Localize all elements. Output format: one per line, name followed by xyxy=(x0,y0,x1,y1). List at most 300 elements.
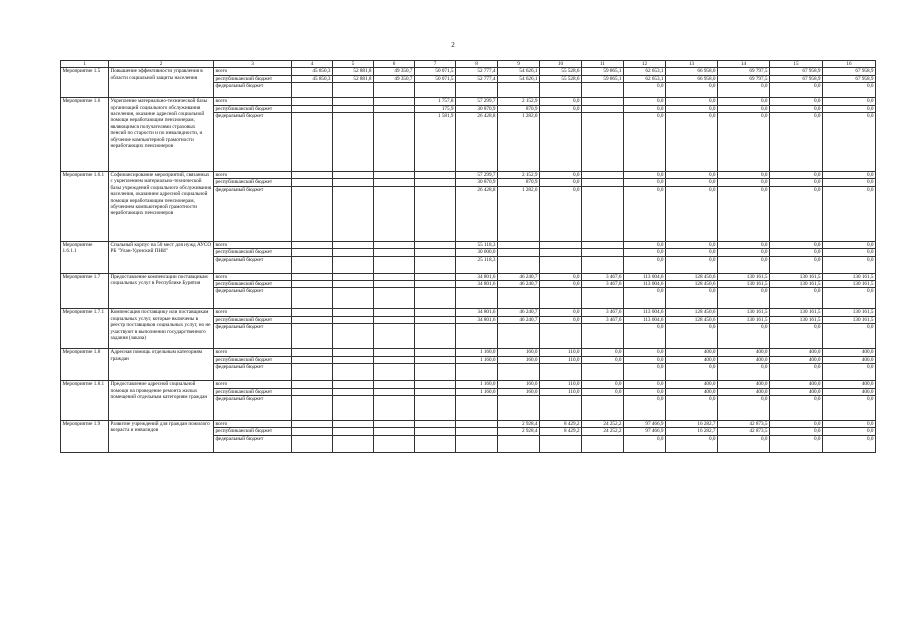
value-cell xyxy=(292,428,333,435)
value-cell: 130 161,5 xyxy=(823,316,876,323)
measure-name-cell: Софинансирование мероприятий, связанных с укреплением материально-технической базы учреждений социального обслуживания населения, оказанием адресной социальной помощи неработающим пенсионерам, обучением компьютерной грамотности неработающих пенсионеров xyxy=(109,172,214,242)
measure-name-cell: Предоставление компенсации поставщикам социальных услуг в Республике Бурятия xyxy=(109,273,214,309)
funding-source-cell: федеральный бюджет xyxy=(214,364,292,381)
value-cell xyxy=(456,83,498,98)
value-cell: 0,0 xyxy=(770,435,823,452)
value-cell: 0,0 xyxy=(718,324,770,349)
value-cell: 97 466,9 xyxy=(624,428,666,435)
value-cell xyxy=(540,83,582,98)
value-cell xyxy=(540,435,582,452)
value-cell: 0,0 xyxy=(770,249,823,256)
value-cell xyxy=(582,395,624,420)
value-cell: 400,0 xyxy=(823,349,876,356)
value-cell: 34 801,6 xyxy=(456,309,498,316)
value-cell xyxy=(292,309,333,316)
value-cell: 0,0 xyxy=(770,241,823,248)
value-cell xyxy=(374,288,415,309)
value-cell xyxy=(582,435,624,452)
value-cell: 30 870,9 xyxy=(456,179,498,186)
funding-source-cell: республиканский бюджет xyxy=(214,356,292,363)
value-cell: 0,0 xyxy=(666,241,718,248)
table-row xyxy=(61,98,876,105)
value-cell: 0,0 xyxy=(823,249,876,256)
funding-source-cell: федеральный бюджет xyxy=(214,83,292,98)
value-cell: 400,0 xyxy=(823,356,876,363)
value-cell: 0,0 xyxy=(624,324,666,349)
value-cell: 110,0 xyxy=(540,381,582,388)
value-cell xyxy=(582,288,624,309)
value-cell: 0,0 xyxy=(666,256,718,273)
column-number-cell: 8 xyxy=(456,61,498,68)
value-cell: 0,0 xyxy=(823,172,876,179)
value-cell: 400,0 xyxy=(770,349,823,356)
value-cell xyxy=(333,381,374,388)
value-cell: 0,0 xyxy=(770,186,823,241)
value-cell xyxy=(582,172,624,179)
value-cell: 0,0 xyxy=(718,256,770,273)
value-cell: 62 653,1 xyxy=(624,68,666,75)
value-cell xyxy=(292,113,333,172)
value-cell: 55 118,3 xyxy=(456,241,498,248)
value-cell: 0,0 xyxy=(718,172,770,179)
value-cell: 1 160,0 xyxy=(456,356,498,363)
value-cell xyxy=(292,256,333,273)
value-cell: 0,0 xyxy=(624,241,666,248)
value-cell xyxy=(333,113,374,172)
value-cell xyxy=(415,349,456,356)
value-cell: 8 429,2 xyxy=(540,420,582,427)
value-cell: 0,0 xyxy=(718,364,770,381)
value-cell: 870,9 xyxy=(498,179,540,186)
value-cell: 175,9 xyxy=(415,105,456,112)
value-cell: 0,0 xyxy=(624,435,666,452)
value-cell xyxy=(415,281,456,288)
value-cell xyxy=(374,356,415,363)
table-row xyxy=(61,68,876,75)
value-cell: 0,0 xyxy=(718,249,770,256)
value-cell xyxy=(333,281,374,288)
value-cell xyxy=(415,356,456,363)
value-cell xyxy=(415,324,456,349)
funding-source-cell: всего xyxy=(214,172,292,179)
value-cell: 2 152,9 xyxy=(498,98,540,105)
funding-source-cell: всего xyxy=(214,273,292,280)
value-cell xyxy=(333,435,374,452)
value-cell: 0,0 xyxy=(718,395,770,420)
funding-source-cell: всего xyxy=(214,98,292,105)
value-cell xyxy=(456,395,498,420)
value-cell: 0,0 xyxy=(770,256,823,273)
value-cell xyxy=(582,241,624,248)
value-cell xyxy=(415,316,456,323)
value-cell: 46 240,7 xyxy=(498,316,540,323)
funding-source-cell: республиканский бюджет xyxy=(214,179,292,186)
funding-source-cell: республиканский бюджет xyxy=(214,281,292,288)
value-cell xyxy=(374,428,415,435)
value-cell: 45 850,3 xyxy=(292,75,333,82)
value-cell xyxy=(540,241,582,248)
value-cell: 55 528,6 xyxy=(540,75,582,82)
value-cell: 0,0 xyxy=(770,420,823,427)
value-cell: 0,0 xyxy=(770,83,823,98)
value-cell: 97 466,9 xyxy=(624,420,666,427)
value-cell: 0,0 xyxy=(624,388,666,395)
value-cell: 0,0 xyxy=(823,186,876,241)
value-cell xyxy=(415,273,456,280)
value-cell: 0,0 xyxy=(624,288,666,309)
column-number-cell: 14 xyxy=(718,61,770,68)
funding-source-cell: всего xyxy=(214,349,292,356)
value-cell xyxy=(498,435,540,452)
funding-source-cell: всего xyxy=(214,381,292,388)
value-cell: 49 350,7 xyxy=(374,68,415,75)
funding-source-cell: федеральный бюджет xyxy=(214,324,292,349)
funding-source-cell: республиканский бюджет xyxy=(214,75,292,82)
value-cell xyxy=(292,273,333,280)
value-cell: 130 161,5 xyxy=(718,309,770,316)
value-cell: 0,0 xyxy=(718,288,770,309)
value-cell: 0,0 xyxy=(823,98,876,105)
value-cell xyxy=(374,273,415,280)
value-cell: 870,9 xyxy=(498,105,540,112)
value-cell: 50 071,5 xyxy=(415,75,456,82)
value-cell: 128 450,6 xyxy=(666,316,718,323)
value-cell: 0,0 xyxy=(540,105,582,112)
value-cell: 67 958,9 xyxy=(823,75,876,82)
measure-code-cell: Мероприятие 1.8 xyxy=(61,349,109,381)
value-cell: 1 160,0 xyxy=(456,388,498,395)
value-cell xyxy=(374,364,415,381)
value-cell xyxy=(333,324,374,349)
value-cell xyxy=(374,256,415,273)
value-cell xyxy=(582,179,624,186)
value-cell: 69 797,5 xyxy=(718,75,770,82)
value-cell xyxy=(292,388,333,395)
value-cell: 128 450,6 xyxy=(666,281,718,288)
value-cell xyxy=(374,435,415,452)
value-cell xyxy=(292,288,333,309)
value-cell: 400,0 xyxy=(718,349,770,356)
value-cell xyxy=(292,395,333,420)
value-cell: 0,0 xyxy=(823,428,876,435)
value-cell xyxy=(292,186,333,241)
value-cell: 26 428,8 xyxy=(456,113,498,172)
value-cell: 0,0 xyxy=(823,179,876,186)
value-cell: 52 777,4 xyxy=(456,68,498,75)
value-cell xyxy=(374,388,415,395)
value-cell xyxy=(333,172,374,179)
value-cell: 0,0 xyxy=(823,83,876,98)
value-cell: 45 850,3 xyxy=(292,68,333,75)
value-cell: 0,0 xyxy=(624,381,666,388)
value-cell xyxy=(498,83,540,98)
value-cell: 400,0 xyxy=(823,381,876,388)
value-cell: 0,0 xyxy=(823,395,876,420)
value-cell xyxy=(582,105,624,112)
funding-source-cell: федеральный бюджет xyxy=(214,186,292,241)
value-cell xyxy=(374,186,415,241)
measure-code-cell: Мероприятие 1.6 xyxy=(61,98,109,172)
funding-source-cell: федеральный бюджет xyxy=(214,395,292,420)
value-cell: 67 958,9 xyxy=(770,68,823,75)
value-cell xyxy=(374,105,415,112)
value-cell xyxy=(374,381,415,388)
funding-source-cell: всего xyxy=(214,241,292,248)
measure-code-cell: Мероприятие 1.7 xyxy=(61,273,109,309)
value-cell xyxy=(540,249,582,256)
value-cell: 0,0 xyxy=(718,98,770,105)
value-cell xyxy=(456,428,498,435)
value-cell: 16 282,7 xyxy=(666,420,718,427)
table-row xyxy=(61,309,876,316)
value-cell: 3 467,6 xyxy=(582,316,624,323)
value-cell xyxy=(292,179,333,186)
value-cell: 130 161,5 xyxy=(770,281,823,288)
value-cell: 69 797,5 xyxy=(718,68,770,75)
value-cell: 0,0 xyxy=(666,249,718,256)
value-cell: 50 071,5 xyxy=(415,68,456,75)
value-cell xyxy=(540,324,582,349)
value-cell xyxy=(333,316,374,323)
value-cell xyxy=(333,309,374,316)
column-number-cell: 5 xyxy=(333,61,374,68)
value-cell: 0,0 xyxy=(718,83,770,98)
value-cell xyxy=(415,435,456,452)
value-cell xyxy=(456,288,498,309)
value-cell: 0,0 xyxy=(666,364,718,381)
value-cell: 26 428,8 xyxy=(456,186,498,241)
value-cell xyxy=(582,256,624,273)
value-cell xyxy=(374,281,415,288)
value-cell xyxy=(415,309,456,316)
value-cell: 0,0 xyxy=(770,179,823,186)
value-cell xyxy=(333,356,374,363)
value-cell xyxy=(292,349,333,356)
value-cell: 113 004,6 xyxy=(624,316,666,323)
value-cell: 400,0 xyxy=(666,349,718,356)
value-cell: 0,0 xyxy=(823,364,876,381)
value-cell xyxy=(582,324,624,349)
value-cell: 130 161,5 xyxy=(718,316,770,323)
value-cell: 46 240,7 xyxy=(498,281,540,288)
value-cell xyxy=(582,186,624,241)
value-cell: 0,0 xyxy=(770,113,823,172)
value-cell: 0,0 xyxy=(540,316,582,323)
value-cell: 0,0 xyxy=(666,98,718,105)
value-cell: 0,0 xyxy=(770,428,823,435)
value-cell xyxy=(333,428,374,435)
value-cell: 400,0 xyxy=(770,388,823,395)
table-row xyxy=(61,420,876,427)
measure-name-cell: Спальный корпус на 50 мест для нужд АУСО РБ "Улан-Удэнский ПНИ" xyxy=(109,241,214,273)
value-cell xyxy=(582,364,624,381)
value-cell: 34 801,6 xyxy=(456,281,498,288)
value-cell: 46 240,7 xyxy=(498,273,540,280)
value-cell xyxy=(415,241,456,248)
funding-source-cell: федеральный бюджет xyxy=(214,435,292,452)
value-cell xyxy=(292,316,333,323)
value-cell: 128 450,6 xyxy=(666,309,718,316)
value-cell: 160,0 xyxy=(498,349,540,356)
value-cell: 59 865,1 xyxy=(582,68,624,75)
value-cell: 0,0 xyxy=(666,113,718,172)
value-cell: 110,0 xyxy=(540,388,582,395)
value-cell: 0,0 xyxy=(624,395,666,420)
value-cell: 54 626,1 xyxy=(498,75,540,82)
value-cell xyxy=(292,356,333,363)
value-cell: 0,0 xyxy=(718,241,770,248)
value-cell: 0,0 xyxy=(666,83,718,98)
value-cell: 55 528,6 xyxy=(540,68,582,75)
value-cell: 2 928,4 xyxy=(498,420,540,427)
value-cell: 128 450,6 xyxy=(666,273,718,280)
measure-code-cell: Мероприятие 1.7.1 xyxy=(61,309,109,349)
value-cell xyxy=(415,83,456,98)
value-cell xyxy=(374,309,415,316)
value-cell xyxy=(374,316,415,323)
value-cell: 400,0 xyxy=(718,356,770,363)
value-cell xyxy=(374,249,415,256)
value-cell: 0,0 xyxy=(666,395,718,420)
value-cell: 0,0 xyxy=(624,349,666,356)
funding-source-cell: республиканский бюджет xyxy=(214,316,292,323)
value-cell xyxy=(582,98,624,105)
value-cell: 400,0 xyxy=(666,388,718,395)
value-cell: 66 958,0 xyxy=(666,68,718,75)
measure-code-cell: Мероприятие 1.9 xyxy=(61,420,109,452)
value-cell xyxy=(456,324,498,349)
value-cell xyxy=(292,249,333,256)
measure-code-cell: Мероприятие 1.5 xyxy=(61,68,109,98)
column-number-cell: 2 xyxy=(109,61,214,68)
value-cell xyxy=(415,428,456,435)
value-cell xyxy=(498,324,540,349)
column-number-cell: 13 xyxy=(666,61,718,68)
value-cell: 400,0 xyxy=(666,381,718,388)
value-cell: 0,0 xyxy=(582,356,624,363)
value-cell xyxy=(540,288,582,309)
value-cell xyxy=(333,105,374,112)
value-cell: 130 161,5 xyxy=(718,273,770,280)
value-cell: 1 282,0 xyxy=(498,113,540,172)
value-cell xyxy=(292,281,333,288)
value-cell: 34 801,6 xyxy=(456,273,498,280)
column-number-cell: 9 xyxy=(498,61,540,68)
value-cell xyxy=(456,435,498,452)
value-cell: 2 928,4 xyxy=(498,428,540,435)
value-cell: 0,0 xyxy=(823,105,876,112)
value-cell xyxy=(333,273,374,280)
value-cell: 42 873,5 xyxy=(718,420,770,427)
value-cell: 130 161,5 xyxy=(823,309,876,316)
value-cell xyxy=(333,256,374,273)
measure-name-cell: Повышение эффективности управления в области социальной защиты населения xyxy=(109,68,214,98)
value-cell: 400,0 xyxy=(770,381,823,388)
value-cell: 0,0 xyxy=(540,179,582,186)
value-cell xyxy=(374,113,415,172)
value-cell: 0,0 xyxy=(666,105,718,112)
table-row xyxy=(61,273,876,280)
measure-name-cell: Компенсация поставщику или поставщикам социальных услуг, которые включены в реестр поставщиков социальных услуг, но не участвуют в выполнении государственного задания (заказа) xyxy=(109,309,214,349)
value-cell: 0,0 xyxy=(582,388,624,395)
value-cell xyxy=(374,172,415,179)
value-cell: 0,0 xyxy=(582,349,624,356)
value-cell: 3 467,6 xyxy=(582,273,624,280)
budget-table xyxy=(60,60,876,453)
value-cell: 0,0 xyxy=(718,186,770,241)
value-cell xyxy=(415,179,456,186)
column-number-cell: 16 xyxy=(823,61,876,68)
value-cell: 0,0 xyxy=(770,364,823,381)
value-cell: 400,0 xyxy=(823,388,876,395)
value-cell: 0,0 xyxy=(540,273,582,280)
value-cell xyxy=(374,241,415,248)
value-cell: 57 299,7 xyxy=(456,98,498,105)
value-cell xyxy=(415,420,456,427)
value-cell: 0,0 xyxy=(770,288,823,309)
value-cell: 2 152,9 xyxy=(498,172,540,179)
value-cell: 0,0 xyxy=(540,172,582,179)
value-cell xyxy=(540,395,582,420)
value-cell: 0,0 xyxy=(770,172,823,179)
column-number-cell: 7 xyxy=(415,61,456,68)
value-cell xyxy=(540,256,582,273)
value-cell: 113 004,6 xyxy=(624,281,666,288)
value-cell: 59 865,1 xyxy=(582,75,624,82)
value-cell: 1 160,0 xyxy=(456,381,498,388)
value-cell xyxy=(333,288,374,309)
value-cell xyxy=(333,420,374,427)
value-cell xyxy=(292,105,333,112)
value-cell xyxy=(292,324,333,349)
value-cell xyxy=(333,98,374,105)
column-number-cell: 1 xyxy=(61,61,109,68)
value-cell xyxy=(374,83,415,98)
value-cell: 42 873,5 xyxy=(718,428,770,435)
value-cell xyxy=(374,179,415,186)
value-cell: 0,0 xyxy=(666,172,718,179)
funding-source-cell: республиканский бюджет xyxy=(214,105,292,112)
value-cell xyxy=(415,172,456,179)
value-cell: 160,0 xyxy=(498,381,540,388)
value-cell: 1 282,0 xyxy=(498,186,540,241)
value-cell: 0,0 xyxy=(540,98,582,105)
value-cell: 0,0 xyxy=(624,172,666,179)
measure-code-cell: Мероприятие 1.6.1.1 xyxy=(61,241,109,273)
measure-name-cell: Адресная помощь отдельным категориям граждан xyxy=(109,349,214,381)
value-cell: 130 161,5 xyxy=(823,273,876,280)
value-cell: 400,0 xyxy=(770,356,823,363)
funding-source-cell: всего xyxy=(214,309,292,316)
value-cell: 0,0 xyxy=(823,435,876,452)
value-cell: 62 653,1 xyxy=(624,75,666,82)
value-cell: 52 777,4 xyxy=(456,75,498,82)
value-cell: 0,0 xyxy=(770,324,823,349)
value-cell xyxy=(415,288,456,309)
value-cell: 0,0 xyxy=(624,256,666,273)
value-cell xyxy=(333,83,374,98)
value-cell: 66 958,0 xyxy=(666,75,718,82)
table-header-row xyxy=(61,61,876,68)
value-cell: 25 118,3 xyxy=(456,256,498,273)
value-cell xyxy=(582,249,624,256)
value-cell: 1 160,0 xyxy=(456,349,498,356)
value-cell xyxy=(498,256,540,273)
value-cell xyxy=(333,395,374,420)
value-cell xyxy=(415,186,456,241)
value-cell: 8 429,2 xyxy=(540,428,582,435)
value-cell xyxy=(292,83,333,98)
